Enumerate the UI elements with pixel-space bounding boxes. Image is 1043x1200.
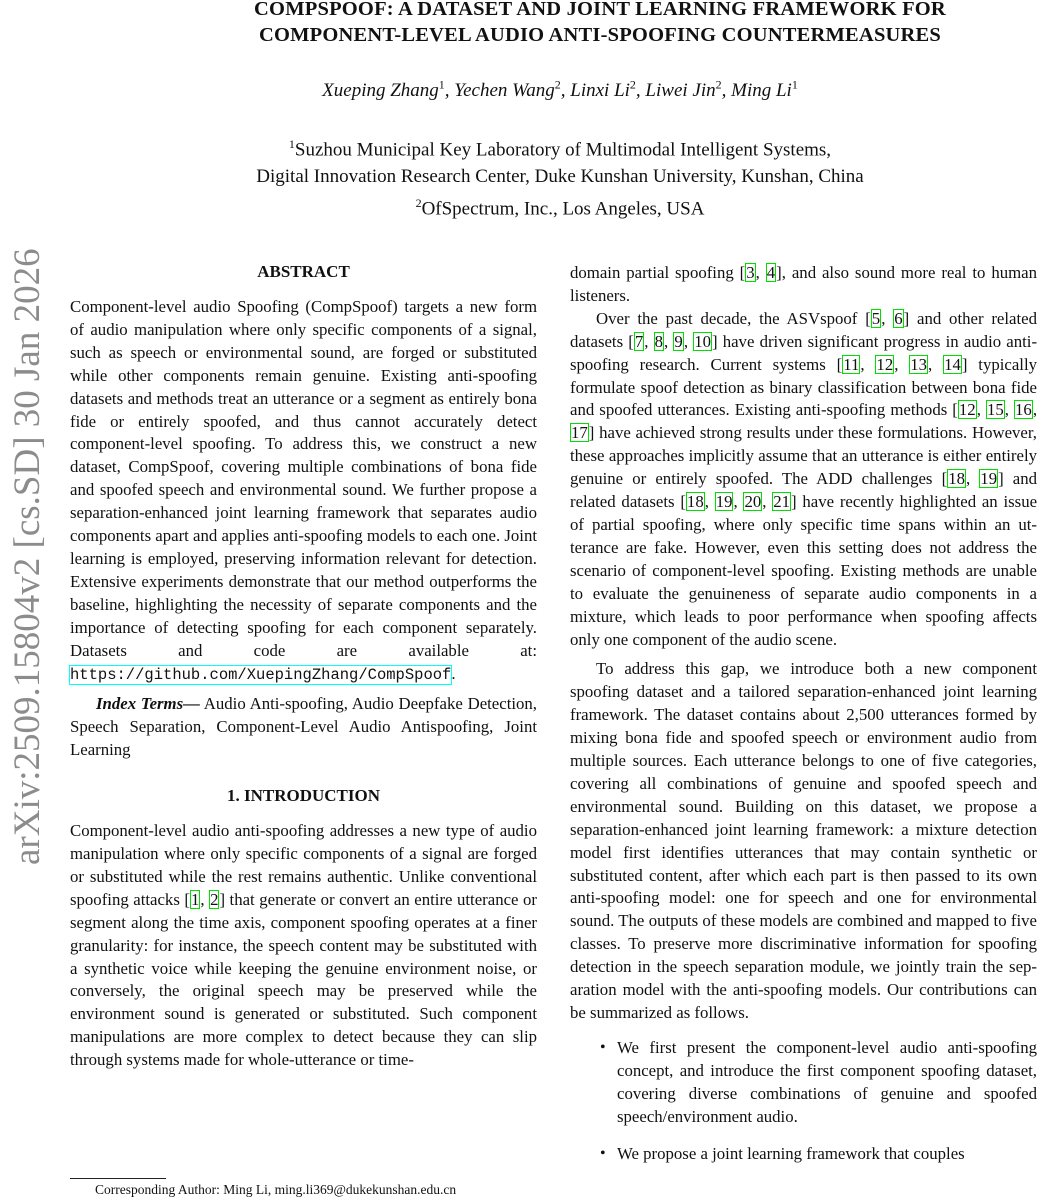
introduction-heading: 1. INTRODUCTION — [226, 786, 381, 806]
abstract-body: Component-level audio Spoofing (CompSpoof) targets a new form of audio manipulation where only specific components of a signal, such as speech or environmental sound, are forged or substituted while other components remain genuine. Existing anti-spoofing datasets and methods treat an utterance or a segment as entirely bona fide or entirely spoofed, and thus cannot accurately detect component-level spoofing. To address this, we construct a new dataset, CompSpoof, covering multiple combinations of bona fide and spoofed speech and environmental sound. We further propose a separation-enhanced joint learning framework that separates audio components apart and applies anti-spoofing models to each one. Joint learning is employed, preserving information relevant for detection. Extensive experiments demonstrate that our method outperforms the baseline, highlighting the necessity of separate components and the importance of detecting spoofing for each component separately. Datasets and code are available at: https://github.com/XuepingZhang/CompSpoof. — [70, 297, 537, 684]
citation-link[interactable]: 14 — [944, 354, 961, 374]
author-list — [40, 78, 1043, 102]
intro-paragraph-1-continued: domain partial spoofing [3, 4], and also sound more real to human listeners. — [570, 263, 1038, 305]
right-column — [570, 262, 1037, 1179]
author-2: Yechen Wang$^2$, — [454, 78, 571, 102]
arxiv-identifier-stamp: arXiv:2509.15804v2 [cs.SD] 30 Jan 2026 — [7, 248, 48, 865]
citation-link[interactable]: 21 — [773, 492, 790, 512]
bullet-icon: • — [600, 1038, 606, 1056]
contributions-list — [570, 1037, 1037, 1166]
author-3: Linxi Li$^2$, — [570, 78, 646, 102]
abstract-heading: ABSTRACT — [257, 262, 350, 281]
index-terms: Index Terms— Audio Anti-spoofing, Audio Deepfake Detection, Speech Separation, Component-Level Audio Antispoofing, Joint Learning — [70, 694, 538, 760]
citation-link[interactable]: 4 — [766, 263, 776, 282]
citation-link[interactable]: 20 — [744, 492, 762, 512]
affiliation-2: $^2$OfSpectrum, Inc., Los Angeles, USA — [415, 196, 705, 220]
citation-link[interactable]: 5 — [871, 308, 881, 328]
corresponding-author-footnote: Corresponding Author: Ming Li, ming.li369@dukekunshan.edu.cn — [95, 1182, 457, 1197]
citation-link[interactable]: 3 — [746, 263, 755, 282]
citation-link[interactable]: 7 — [634, 331, 644, 351]
author-4: Liwei Jin$^2$, — [645, 78, 732, 102]
citation-link[interactable]: 19 — [715, 492, 733, 512]
intro-paragraph-2: Over the past decade, the ASVspoof [5, 6] and other related datasets [7, 8, 9, 10] have driven significant progress in audio anti-spoofing research. Current systems [11, 12, 13, 14] typically formulate spoof detection as binary classification between bona fide and spoofed utterances. Existing anti-spoofing methods [12, 15, 16, 17] have achieved strong results under these formulations. However, these approaches implicitly assume that an utterance is either entirely genuine or entirely spoofed. The ADD challenges [18, 19] and related datasets [18, 19, 20, 21] have recently highlighted an issue of partial spoofing, where only specific time spans within an utterance are fake. However, even this setting does not address the scenario of component-level spoofing. Existing methods are unable to evaluate the genuineness of separate audio components in a mixture, which leads to poor performance when spoofing affects only one component of the audio scene. — [570, 308, 1038, 649]
list-item: • We first present the component-level audio anti-spoofing concept, and introduce the first component spoofing dataset, covering diverse combinations of genuine and spoofed speech/environment audio. — [600, 1037, 1037, 1126]
citation-link[interactable]: 17 — [571, 423, 588, 443]
intro-paragraph-1: Component-level audio anti-spoofing addresses a new type of audio manipulation where only specific components of a signal are forged or substituted while the rest remains authentic. Unlike conventional spoofing attacks [1, 2] that generate or convert an entire utterance or segment along the time axis, component spoofing operates at a finer granularity: for instance, the speech content may be substituted with a synthetic voice while keeping the genuine environment noise, or conversely, the original speech may be preserved while the environment sound is generated or substituted. Such component manipulations are more complex to detect because they can slip through systems made for whole-utterance or time- — [70, 821, 537, 1070]
citation-link[interactable]: 16 — [1015, 400, 1032, 420]
intro-paragraph-3: To address this gap, we introduce both a new component spoofing dataset and a tailored separation-enhanced joint learning framework. The dataset contains about 2,500 utterances formed by mixing bona fide and spoofed speech or environment audio from multiple sources. Each utterance belongs to one of five categories, covering all combinations of genuine and spoofed speech and environmental sound. Building on this dataset, we propose a separation-enhanced joint learning framework: a mixture detection model first identifies utterances that may contain synthetic or substituted content, after which each part is then passed to its own anti-spoofing model: one for speech and one for environmental sound. The outputs of these models are combined and mapped to five classes. To preserve more discriminative information for spoofing detection in the speech separation module, we jointly train the separation model with the anti-spoofing models. Our contributions can be summarized as follows. — [570, 659, 1037, 1022]
citation-link[interactable]: 9 — [674, 331, 683, 351]
citation-link[interactable]: 12 — [876, 354, 894, 374]
github-link[interactable]: https://github.com/XuepingZhang/CompSpoof — [70, 665, 452, 684]
citation-link[interactable]: 15 — [986, 400, 1004, 420]
author-1: Xueping Zhang$^1$, — [322, 78, 455, 102]
citation-link[interactable]: 1 — [190, 889, 200, 909]
title-line-2: COMPONENT-LEVEL AUDIO ANTI-SPOOFING COUNTERMEASURES — [258, 24, 942, 46]
bullet-icon: • — [600, 1144, 606, 1162]
author-5: Ming Li$^1$ — [731, 78, 798, 102]
citation-link[interactable]: 12 — [958, 400, 976, 420]
citation-link[interactable]: 8 — [654, 331, 664, 351]
paper-title — [80, 0, 1043, 48]
left-column — [70, 260, 537, 1072]
affiliations — [40, 131, 1043, 223]
footnote-divider — [70, 1178, 166, 1179]
citation-link[interactable]: 13 — [910, 354, 928, 374]
affiliation-1-line-1: $^1$Suzhou Municipal Key Laboratory of Multimodal Intelligent Systems, — [288, 137, 832, 161]
citation-link[interactable]: 18 — [686, 492, 704, 512]
affiliation-1-line-2: Digital Innovation Research Center, Duke Kunshan University, Kunshan, China — [256, 165, 864, 187]
citation-link[interactable]: 10 — [694, 331, 711, 351]
citation-link[interactable]: 2 — [210, 889, 219, 909]
citation-link[interactable]: 6 — [894, 308, 903, 328]
title-line-1: COMPSPOOF: A DATASET AND JOINT LEARNING FRAMEWORK FOR — [254, 0, 946, 20]
citation-link[interactable]: 19 — [980, 469, 998, 489]
index-terms-label: Index Terms— — [96, 694, 200, 714]
list-item: • We propose a joint learning framework that couples — [570, 1143, 1037, 1166]
citation-link[interactable]: 18 — [948, 469, 965, 489]
citation-link[interactable]: 11 — [843, 354, 860, 374]
